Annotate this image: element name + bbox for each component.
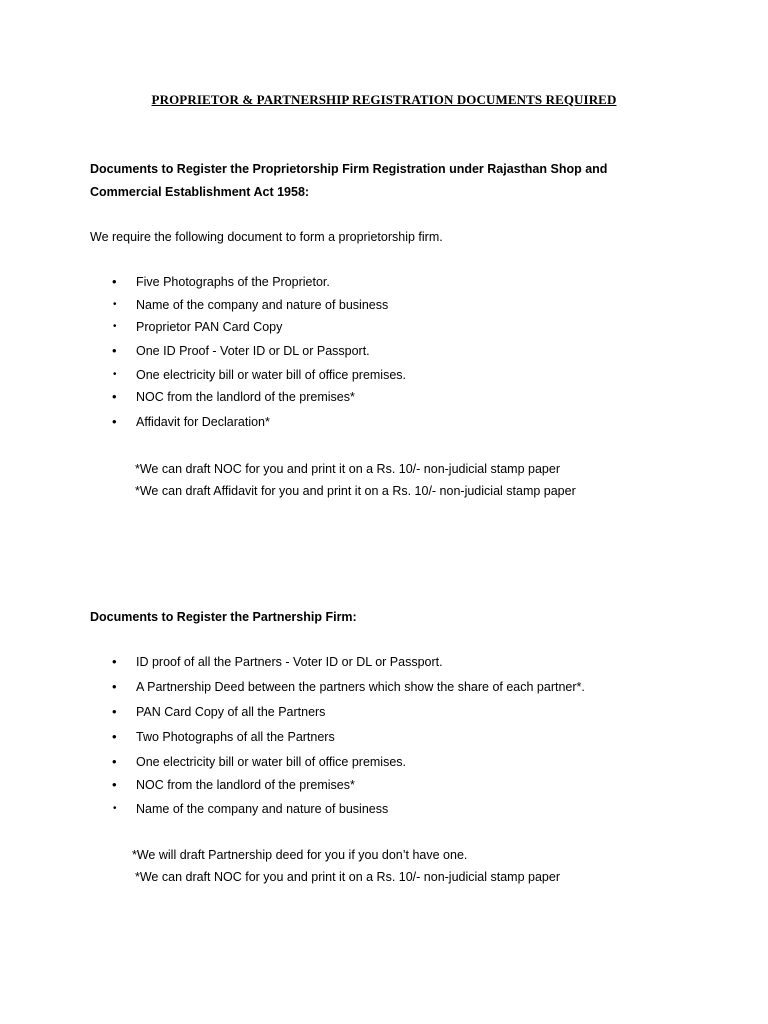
bullet-icon: • [112, 343, 117, 358]
proprietorship-heading-line2: Commercial Establishment Act 1958: [90, 185, 310, 199]
partnership-note: *We will draft Partnership deed for you if you don’t have one. [132, 848, 468, 862]
bullet-icon: • [113, 321, 117, 332]
list-item: One ID Proof - Voter ID or DL or Passport. [136, 344, 370, 358]
proprietorship-note: *We can draft NOC for you and print it on a Rs. 10/- non-judicial stamp paper [135, 462, 560, 476]
list-item: Five Photographs of the Proprietor. [136, 275, 330, 289]
partnership-note: *We can draft NOC for you and print it on a Rs. 10/- non-judicial stamp paper [135, 870, 560, 884]
bullet-icon: • [112, 754, 117, 769]
partnership-heading: Documents to Register the Partnership Firm: [90, 610, 357, 624]
bullet-icon: • [112, 704, 117, 719]
proprietorship-intro: We require the following document to form a proprietorship firm. [90, 230, 443, 244]
list-item: One electricity bill or water bill of office premises. [136, 368, 407, 382]
bullet-icon: • [112, 654, 117, 669]
bullet-icon: • [112, 777, 117, 792]
proprietorship-note: *We can draft Affidavit for you and print it on a Rs. 10/- non-judicial stamp paper [135, 484, 576, 498]
bullet-icon: • [112, 414, 117, 429]
list-item: One electricity bill or water bill of office premises. [136, 755, 407, 769]
list-item: Name of the company and nature of business [136, 298, 389, 312]
bullet-icon: • [112, 274, 117, 289]
bullet-icon: • [113, 803, 117, 814]
bullet-icon: • [113, 369, 117, 380]
list-item: Two Photographs of all the Partners [136, 730, 335, 744]
list-item: PAN Card Copy of all the Partners [136, 705, 326, 719]
document-title: PROPRIETOR & PARTNERSHIP REGISTRATION DOCUMENTS REQUIRED [151, 92, 617, 107]
list-item: Affidavit for Declaration* [136, 415, 270, 429]
list-item: Name of the company and nature of business [136, 802, 389, 816]
list-item: ID proof of all the Partners - Voter ID or DL or Passport. [136, 655, 443, 669]
bullet-icon: • [112, 389, 117, 404]
list-item: NOC from the landlord of the premises* [136, 778, 355, 792]
list-item: Proprietor PAN Card Copy [136, 320, 283, 334]
list-item: NOC from the landlord of the premises* [136, 390, 355, 404]
list-item: A Partnership Deed between the partners which show the share of each partner*. [136, 680, 585, 694]
bullet-icon: • [112, 729, 117, 744]
proprietorship-heading-line1: Documents to Register the Proprietorship Firm Registration under Rajasthan Shop and [90, 162, 608, 176]
bullet-icon: • [113, 299, 117, 310]
bullet-icon: • [112, 679, 117, 694]
